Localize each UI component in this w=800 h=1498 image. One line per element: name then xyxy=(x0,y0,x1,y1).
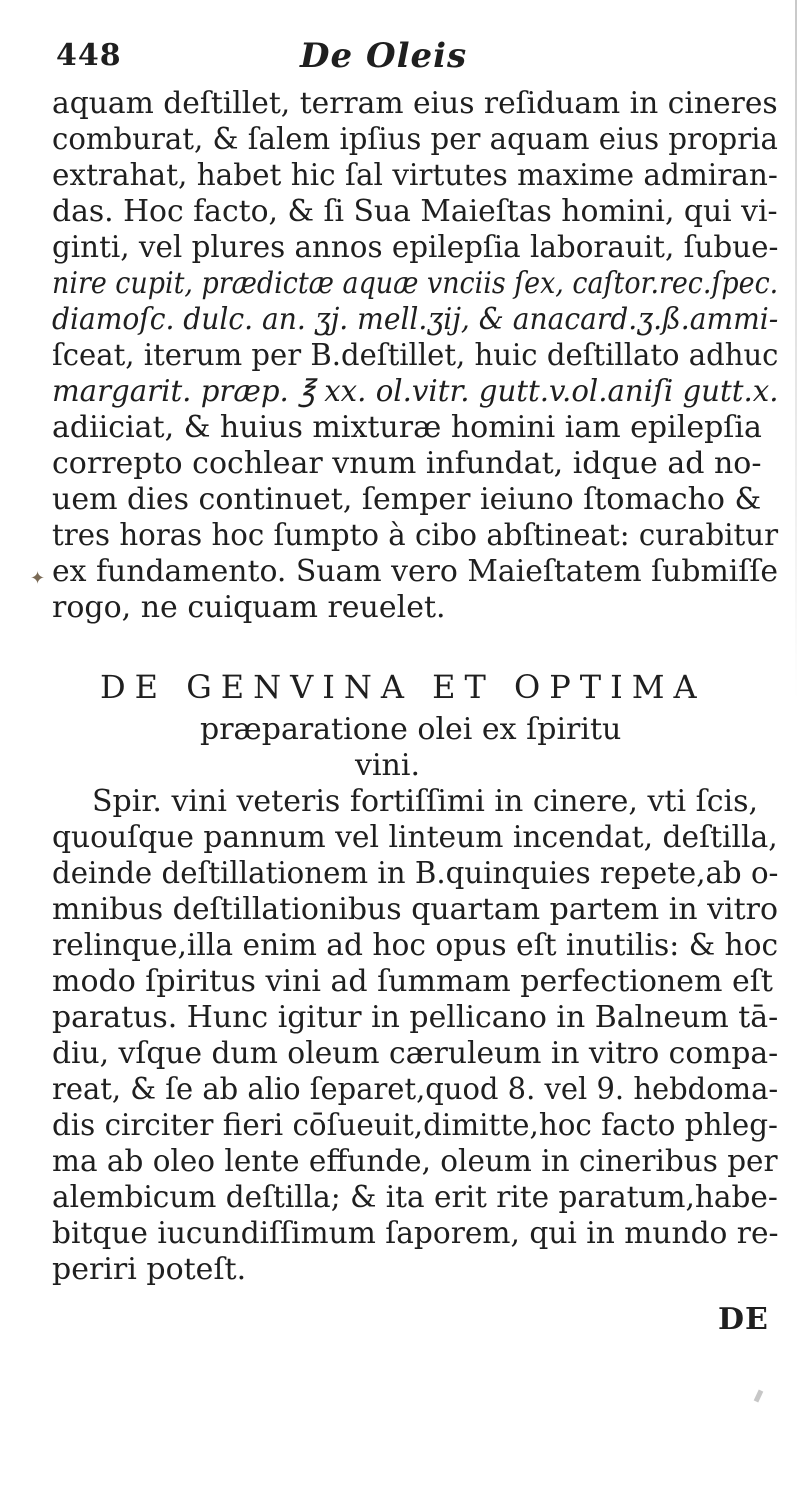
text-line: alembicum deſtilla; & ita erit rite paratum,habe- xyxy=(52,1180,778,1215)
text-line: diu, vſque dum oleum cæruleum in vitro compa- xyxy=(52,1036,779,1071)
text-line: extrahat, habet hic ſal virtutes maxime admiran- xyxy=(52,158,778,193)
text-line: margarit. præp. ℥ xx. ol.vitr. gutt.v.ol.aniſi gutt.x. xyxy=(52,374,779,409)
margin-mark: ✦ xyxy=(30,568,46,589)
text-line: ſceat, iterum per B.deſtillet, huic deſtillato adhuc xyxy=(52,338,779,373)
text-line: paratus. Hunc igitur in pellicano in Balneum tā- xyxy=(52,1000,779,1035)
text-line: mnibus deſtillationibus quartam partem in vitro xyxy=(52,892,779,927)
text-line: rogo, ne cuiquam reuelet. xyxy=(52,590,446,625)
catchword: DE xyxy=(718,1302,769,1337)
page-number: 448 xyxy=(56,38,122,73)
text-line: reat, & ſe ab alio ſeparet,quod 8. vel 9. hebdoma- xyxy=(52,1072,779,1107)
section-heading: DE GENVINA ET OPTIMA xyxy=(100,668,706,706)
text-line: comburat, & ſalem ipſius per aquam eius propria xyxy=(52,122,778,157)
text-line: relinque,illa enim ad hoc opus eſt inutilis: & hoc xyxy=(52,928,779,963)
text-line: nire cupit, prædictæ aquæ vnciis ſex, caſtor.rec.ſpec. xyxy=(52,266,779,301)
text-line: das. Hoc facto, & ſi Sua Maieſtas homini, qui vi- xyxy=(52,194,778,229)
text-line: adiiciat, & huius mixturæ homini iam epilepſia xyxy=(52,410,762,445)
text-line: tres horas hoc ſumpto à cibo abſtineat: curabitur xyxy=(52,518,779,553)
text-line: uem dies continuet, ſemper ieiuno ſtomacho & xyxy=(52,482,762,517)
text-line: Spir. vini veteris fortiſſimi in cinere, vti ſcis, xyxy=(92,784,759,819)
text-line: ex fundamento. Suam vero Maieſtatem ſubmiſſe xyxy=(52,554,779,589)
text-line: diamoſc. dulc. an. ʒj. mell.ʒij, & anacard.ʒ.ß.ammi- xyxy=(52,302,779,337)
text-line: dis circiter fieri cōſueuit,dimitte,hoc facto phleg- xyxy=(52,1108,778,1143)
text-line: ma ab oleo lente effunde, oleum in cineribus per xyxy=(52,1144,778,1179)
text-line: bitque iucundiſſimum ſaporem, qui in mundo re- xyxy=(52,1216,779,1251)
page-edge-shadow xyxy=(795,0,797,700)
text-line: quouſque pannum vel linteum incendat, deſtilla, xyxy=(52,820,778,855)
section-subheading-line: vini. xyxy=(355,748,420,783)
text-line: ginti, vel plures annos epilepſia laborauit, ſubue- xyxy=(52,230,779,265)
text-line: periri poteſt. xyxy=(52,1252,247,1287)
text-line: deinde deſtillationem in B.quinquies repete,ab o- xyxy=(52,856,779,891)
text-line: correpto cochlear vnum infundat, idque ad no- xyxy=(52,446,762,481)
running-title: De Oleis xyxy=(300,36,468,76)
paper-speck xyxy=(754,1390,764,1403)
text-line: aquam deſtillet, terram eius reſiduam in cineres xyxy=(52,86,778,121)
section-subheading-line: præparatione olei ex ſpiritu xyxy=(200,712,622,747)
text-line: modo ſpiritus vini ad ſummam perfectionem eſt xyxy=(52,964,773,999)
